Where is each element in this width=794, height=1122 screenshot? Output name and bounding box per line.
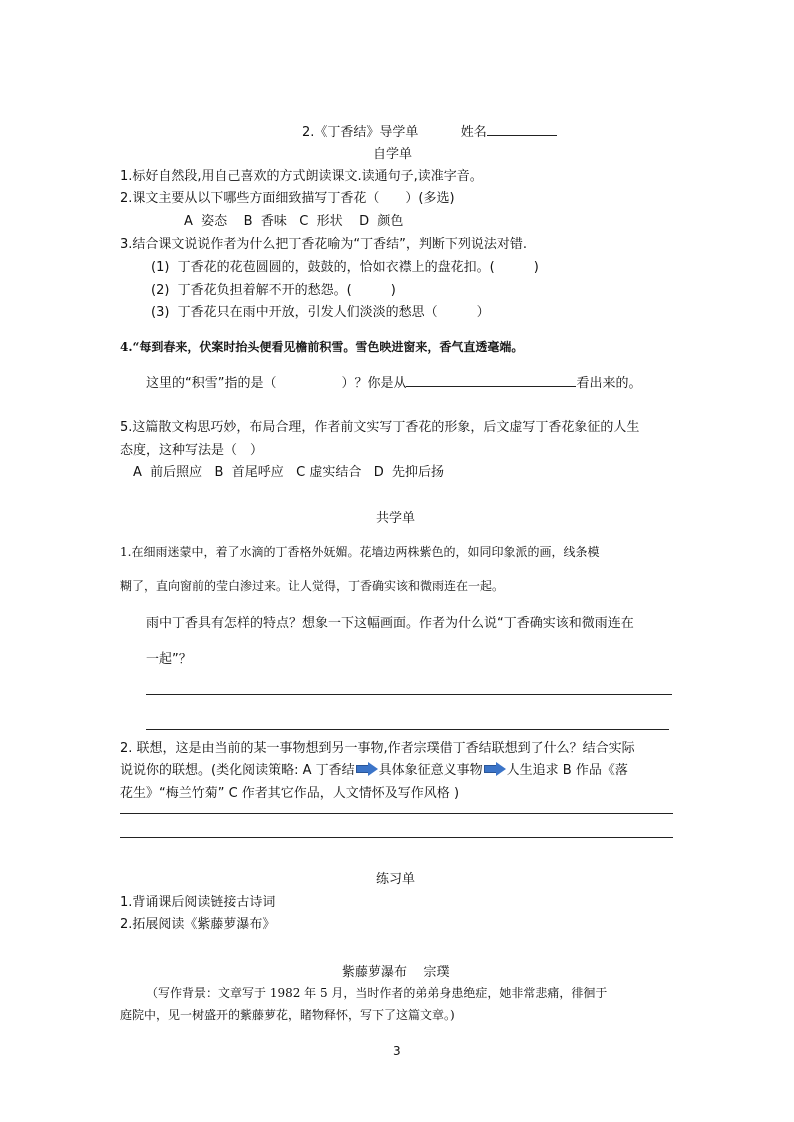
q2-line2-part-b: 具体象征意义事物	[378, 763, 483, 778]
right-arrow-icon	[484, 762, 506, 776]
self-study-q3: 3.结合课文说说作者为什么把丁香花喻为“丁香结”，判断下列说法对错.	[120, 237, 528, 252]
self-study-q5-line1: 5.这篇散文构思巧妙，布局合理，作者前文实写丁香花的形象，后文虚写丁香花象征的人生	[120, 420, 640, 435]
self-study-q3-item-2: (2) 丁香花负担着解不开的愁怨。( )	[151, 283, 396, 298]
q4-question-part-a: 这里的“积雪”指的是（ ）？你是从	[146, 376, 407, 391]
name-label: 姓名	[460, 125, 487, 140]
document-title	[302, 121, 557, 140]
self-study-q4-question	[146, 372, 642, 391]
article-title: 紫藤萝瀑布 宗璞	[342, 965, 450, 980]
self-study-q1: 1.标好自然段,用自己喜欢的方式朗读课文.读通句子,读准字音。	[120, 169, 483, 184]
co-study-q2-line2	[120, 759, 628, 778]
name-blank	[487, 135, 557, 136]
answer-line-3	[120, 813, 673, 814]
co-study-q1-question-line1: 雨中丁香具有怎样的特点？想象一下这幅画面。作者为什么说“丁香确实该和微雨连在	[146, 616, 634, 631]
self-study-q5-line2: 态度，这种写法是（ ）	[120, 443, 264, 458]
co-study-q2-line1: 2. 联想，这是由当前的某一事物想到另一事物,作者宗璞借丁香结联想到了什么？结合实际	[120, 741, 635, 756]
co-study-q1-line1: 1.在细雨迷蒙中，着了水滴的丁香格外妩媚。花墙边两株紫色的，如同印象派的画，线条模	[120, 545, 600, 559]
article-background-line2: 庭院中，见一树盛开的紫藤萝花，睹物释怀，写下了这篇文章。)	[120, 1008, 455, 1022]
answer-line-1	[146, 694, 672, 695]
co-study-q1-question-line2: 一起”？	[146, 652, 192, 667]
q4-answer-blank	[406, 386, 576, 387]
self-study-q2-options: A 姿态 B 香味 C 形状 D 颜色	[184, 214, 404, 229]
co-study-q2-line3: 花生》“梅兰竹菊” C 作者其它作品，人文情怀及写作风格 )	[120, 786, 460, 801]
self-study-heading: 自学单	[373, 147, 413, 162]
q2-line2-part-a: 说说你的联想。(类化阅读策略: A 丁香结	[120, 763, 355, 778]
answer-line-4	[120, 837, 673, 838]
right-arrow-icon	[356, 762, 378, 776]
self-study-q2: 2.课文主要从以下哪些方面细致描写丁香花（ ）(多选)	[120, 191, 455, 206]
answer-line-2	[146, 729, 669, 730]
practice-heading: 练习单	[376, 872, 416, 887]
q2-line2-part-c: 人生追求 B 作品《落	[506, 763, 628, 778]
self-study-q5-options: A 前后照应 B 首尾呼应 C 虚实结合 D 先抑后扬	[133, 465, 445, 480]
article-background-line1: （写作背景：文章写于 1982 年 5 月，当时作者的弟弟身患绝症，她非常悲痛，徘徊于	[146, 986, 608, 1000]
practice-q2: 2.拓展阅读《紫藤萝瀑布》	[120, 917, 276, 932]
co-study-heading: 共学单	[376, 511, 416, 526]
practice-q1: 1.背诵课后阅读链接古诗词	[120, 895, 276, 910]
self-study-q3-item-1: (1) 丁香花的花苞圆圆的，鼓鼓的，恰如衣襟上的盘花扣。( )	[151, 260, 539, 275]
self-study-q4-quote: 4.“每到春来，伏案时抬头便看见檐前积雪。雪色映进窗来，香气直透毫端。	[120, 340, 524, 354]
q4-question-part-b: 看出来的。	[576, 376, 642, 391]
co-study-q1-line2: 糊了，直向窗前的莹白渗过来。让人觉得，丁香确实该和微雨连在一起。	[120, 579, 505, 593]
self-study-q3-item-3: (3) 丁香花只在雨中开放，引发人们淡淡的愁思（ ）	[151, 305, 490, 320]
title-text: 2.《丁香结》导学单	[302, 125, 419, 140]
page-number: 3	[393, 1044, 401, 1058]
